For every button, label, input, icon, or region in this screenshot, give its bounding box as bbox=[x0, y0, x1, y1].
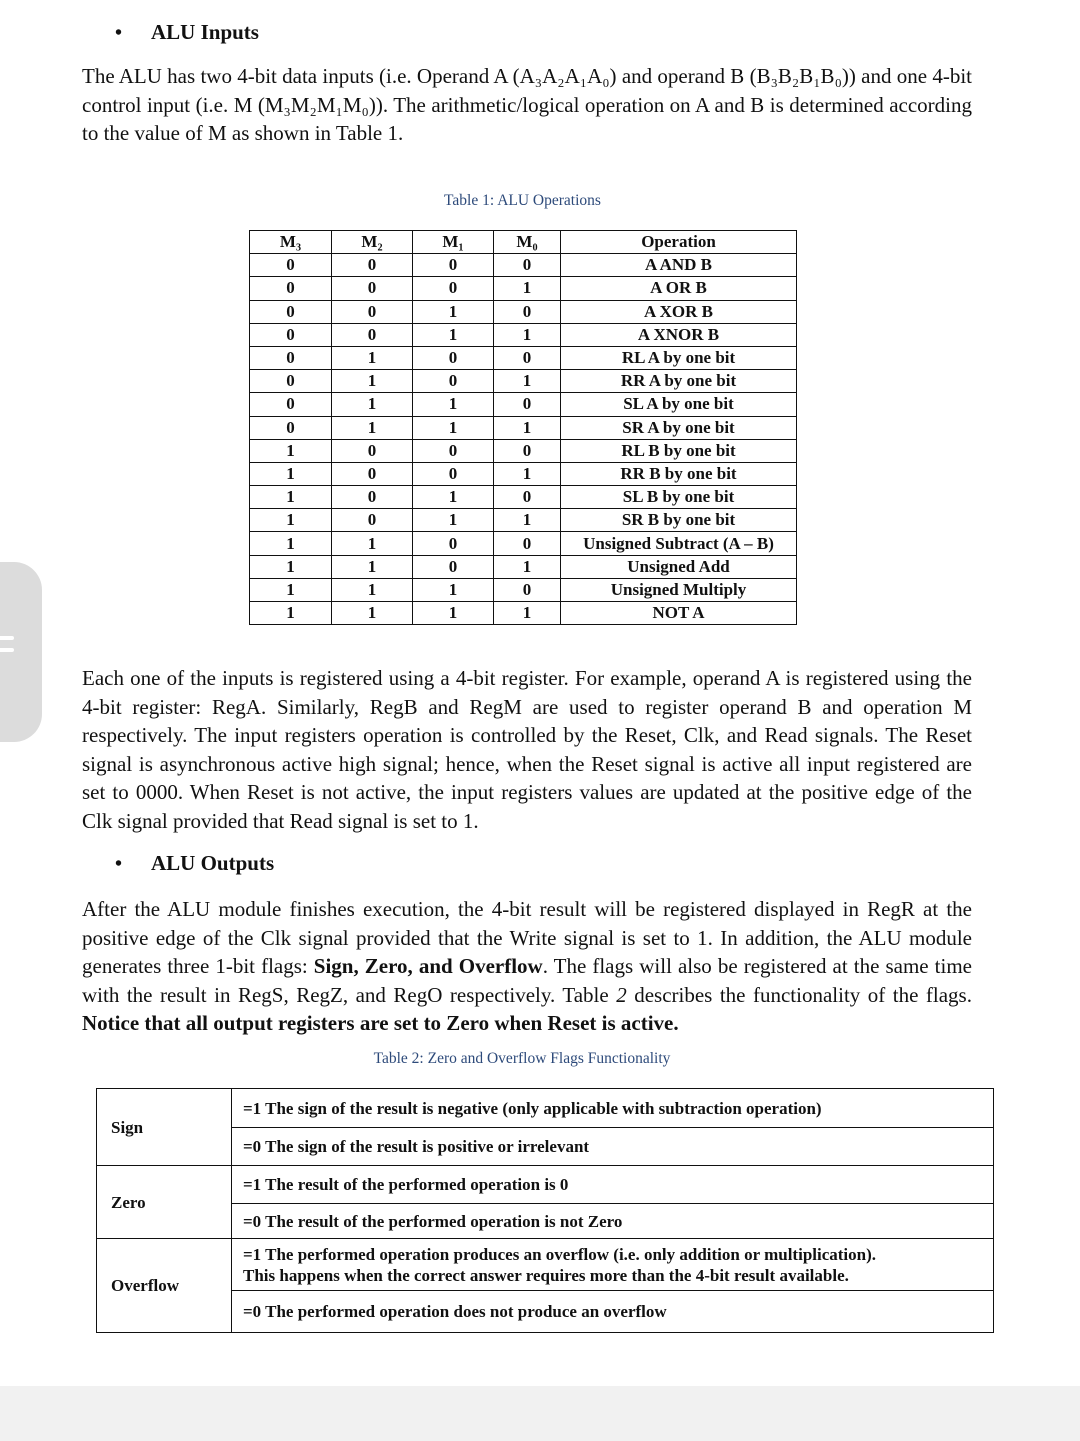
table-row bbox=[97, 1089, 994, 1128]
bit-cell: 0 bbox=[332, 277, 413, 300]
bit-cell: 0 bbox=[332, 462, 413, 485]
reset-notice-bold: Notice that all output registers are set to Zero when Reset is active. bbox=[82, 1011, 679, 1035]
bit-cell: 0 bbox=[494, 486, 561, 509]
bit-cell: 0 bbox=[494, 578, 561, 601]
bit-cell: 1 bbox=[494, 277, 561, 300]
bit-cell: 0 bbox=[250, 323, 332, 346]
table-row bbox=[97, 1128, 994, 1166]
flag-desc bbox=[232, 1239, 994, 1291]
operation-cell: A XOR B bbox=[561, 300, 797, 323]
bit-cell: 0 bbox=[332, 439, 413, 462]
flag-name-overflow: Overflow bbox=[97, 1239, 232, 1333]
bit-cell: 1 bbox=[332, 416, 413, 439]
table-row bbox=[250, 346, 797, 369]
handle-grip-icon bbox=[0, 636, 14, 660]
bit-cell: 0 bbox=[250, 416, 332, 439]
operation-cell: A OR B bbox=[561, 277, 797, 300]
table-header-row bbox=[250, 231, 797, 254]
bit-cell: 0 bbox=[250, 393, 332, 416]
bit-cell: 0 bbox=[250, 254, 332, 277]
bit-cell: 1 bbox=[494, 323, 561, 346]
column-header: M₂ bbox=[332, 231, 413, 254]
flag-desc: =0 The sign of the result is positive or irrelevant bbox=[232, 1128, 994, 1166]
bit-cell: 1 bbox=[494, 370, 561, 393]
bit-cell: 0 bbox=[413, 254, 494, 277]
bit-cell: 1 bbox=[413, 323, 494, 346]
table-row bbox=[250, 277, 797, 300]
text-run: After the ALU module finishes execution, the 4-bit result will be registered displayed in RegR at the positive edge of the Clk signal provided that the Write signal is set to 1. In addition, the ALU module generates three 1-bit flags: bbox=[82, 897, 972, 978]
bit-cell: 1 bbox=[332, 370, 413, 393]
table-row bbox=[250, 486, 797, 509]
bit-cell: 0 bbox=[413, 439, 494, 462]
bit-cell: 1 bbox=[413, 602, 494, 625]
operation-cell: SL A by one bit bbox=[561, 393, 797, 416]
table-row bbox=[97, 1239, 994, 1291]
table2-caption: Table 2: Zero and Overflow Flags Functionality bbox=[373, 1050, 671, 1067]
operation-cell: SR A by one bit bbox=[561, 416, 797, 439]
bit-cell: 0 bbox=[494, 532, 561, 555]
bit-cell: 0 bbox=[494, 393, 561, 416]
operation-cell: A XNOR B bbox=[561, 323, 797, 346]
operation-cell: RR A by one bit bbox=[561, 370, 797, 393]
flag-name-zero: Zero bbox=[97, 1166, 232, 1239]
flag-desc: =1 The sign of the result is negative (only applicable with subtraction operation) bbox=[232, 1089, 994, 1128]
table1-caption: Table 1: ALU Operations bbox=[444, 192, 601, 209]
bit-cell: 1 bbox=[332, 602, 413, 625]
bit-cell: 1 bbox=[413, 509, 494, 532]
table-row bbox=[250, 602, 797, 625]
bit-cell: 0 bbox=[413, 277, 494, 300]
bit-cell: 1 bbox=[494, 509, 561, 532]
flags-table bbox=[96, 1088, 994, 1333]
flag-desc-line: This happens when the correct answer requires more than the 4-bit result available. bbox=[243, 1265, 849, 1285]
bit-cell: 0 bbox=[413, 532, 494, 555]
bit-cell: 0 bbox=[332, 486, 413, 509]
heading-text: ALU Outputs bbox=[151, 851, 275, 875]
table-row bbox=[250, 439, 797, 462]
bullet-icon: • bbox=[115, 853, 123, 875]
operation-cell: RL A by one bit bbox=[561, 346, 797, 369]
bit-cell: 1 bbox=[250, 532, 332, 555]
table-row bbox=[250, 555, 797, 578]
bit-cell: 0 bbox=[332, 323, 413, 346]
side-drawer-handle[interactable] bbox=[0, 562, 42, 742]
table-row bbox=[97, 1204, 994, 1239]
column-header: M₃ bbox=[250, 231, 332, 254]
bit-cell: 1 bbox=[413, 416, 494, 439]
flag-desc: =1 The result of the performed operation is 0 bbox=[232, 1166, 994, 1204]
table-row bbox=[97, 1291, 994, 1333]
bit-cell: 1 bbox=[332, 346, 413, 369]
operation-cell: SR B by one bit bbox=[561, 509, 797, 532]
paragraph-outputs bbox=[82, 895, 972, 1038]
bit-cell: 1 bbox=[413, 393, 494, 416]
flag-desc: =0 The result of the performed operation is not Zero bbox=[232, 1204, 994, 1239]
paragraph-registers: Each one of the inputs is registered using a 4-bit register. For example, operand A is registered using the 4-bit register: RegA. Similarly, RegB and RegM are used to register operand B and operation M respectively. The input registers operation is controlled by the Reset, Clk, and Read signals. The Reset signal is asynchronous active high signal; hence, when the Reset signal is active all input registered are set to 0000. When Reset is not active, the input registers values are updated at the positive edge of the Clk signal provided that Read signal is set to 1. bbox=[82, 666, 972, 833]
bit-cell: 0 bbox=[250, 300, 332, 323]
alu-operations-table bbox=[249, 230, 797, 625]
operation-cell: Unsigned Subtract (A – B) bbox=[561, 532, 797, 555]
bit-cell: 0 bbox=[494, 300, 561, 323]
page-bottom-bar bbox=[0, 1386, 1080, 1441]
bit-cell: 0 bbox=[494, 346, 561, 369]
bit-cell: 0 bbox=[250, 370, 332, 393]
operation-cell: Unsigned Add bbox=[561, 555, 797, 578]
table-row bbox=[250, 393, 797, 416]
operation-cell: RL B by one bit bbox=[561, 439, 797, 462]
bit-cell: 0 bbox=[413, 462, 494, 485]
bit-cell: 0 bbox=[494, 439, 561, 462]
table-reference: 2 bbox=[616, 982, 627, 1007]
section-heading-inputs bbox=[115, 20, 259, 45]
text-run: . The flags will also be registered at the same time with the result in RegS, RegZ, and RegO respectively. Table bbox=[82, 954, 972, 1007]
bit-cell: 1 bbox=[250, 578, 332, 601]
bit-cell: 1 bbox=[494, 555, 561, 578]
bit-cell: 0 bbox=[413, 346, 494, 369]
flag-desc: =0 The performed operation does not produce an overflow bbox=[232, 1291, 994, 1333]
bullet-icon: • bbox=[115, 22, 123, 44]
bit-cell: 1 bbox=[413, 486, 494, 509]
operation-cell: Unsigned Multiply bbox=[561, 578, 797, 601]
bit-cell: 1 bbox=[250, 486, 332, 509]
bit-cell: 1 bbox=[332, 532, 413, 555]
heading-text: ALU Inputs bbox=[151, 20, 259, 44]
flag-name-sign: Sign bbox=[97, 1089, 232, 1166]
column-header: Operation bbox=[561, 231, 797, 254]
table-row bbox=[250, 462, 797, 485]
text-run: describes the functionality of the flags. bbox=[626, 982, 972, 1007]
bit-cell: 0 bbox=[494, 254, 561, 277]
flags-list-bold: Sign, Zero, and Overflow bbox=[313, 954, 543, 978]
bit-cell: 0 bbox=[413, 555, 494, 578]
bit-cell: 0 bbox=[250, 346, 332, 369]
column-header: M₁ bbox=[413, 231, 494, 254]
column-header: M₀ bbox=[494, 231, 561, 254]
operation-cell: A AND B bbox=[561, 254, 797, 277]
bit-cell: 0 bbox=[332, 254, 413, 277]
table-row bbox=[250, 254, 797, 277]
table-row bbox=[250, 416, 797, 439]
bit-cell: 1 bbox=[250, 462, 332, 485]
bit-cell: 1 bbox=[250, 439, 332, 462]
table-row bbox=[250, 578, 797, 601]
section-heading-outputs bbox=[115, 851, 274, 876]
bit-cell: 1 bbox=[494, 462, 561, 485]
table-row bbox=[97, 1166, 994, 1204]
bit-cell: 1 bbox=[250, 602, 332, 625]
table-row bbox=[250, 370, 797, 393]
bit-cell: 1 bbox=[332, 555, 413, 578]
table-row bbox=[250, 323, 797, 346]
bit-cell: 0 bbox=[332, 300, 413, 323]
flag-desc-line: =1 The performed operation produces an overflow (i.e. only addition or multiplication). bbox=[243, 1244, 877, 1264]
bit-cell: 0 bbox=[332, 509, 413, 532]
bit-cell: 1 bbox=[250, 509, 332, 532]
operation-cell: RR B by one bit bbox=[561, 462, 797, 485]
bit-cell: 0 bbox=[413, 370, 494, 393]
operation-cell: SL B by one bit bbox=[561, 486, 797, 509]
bit-cell: 1 bbox=[332, 393, 413, 416]
paragraph-inputs: The ALU has two 4-bit data inputs (i.e. Operand A (A₃A₂A₁A₀) and operand B (B₃B₂B₁B₀)) and one 4-bit control input (i.e. M (M₃M₂M₁M₀)). The arithmetic/logical operation on A and B is determined according to the value of M as shown in Table 1. bbox=[82, 64, 972, 145]
bit-cell: 1 bbox=[494, 416, 561, 439]
bit-cell: 1 bbox=[413, 578, 494, 601]
bit-cell: 1 bbox=[332, 578, 413, 601]
bit-cell: 1 bbox=[413, 300, 494, 323]
bit-cell: 0 bbox=[250, 277, 332, 300]
bit-cell: 1 bbox=[494, 602, 561, 625]
operation-cell: NOT A bbox=[561, 602, 797, 625]
bit-cell: 1 bbox=[250, 555, 332, 578]
table-row bbox=[250, 532, 797, 555]
table-row bbox=[250, 509, 797, 532]
table-row bbox=[250, 300, 797, 323]
